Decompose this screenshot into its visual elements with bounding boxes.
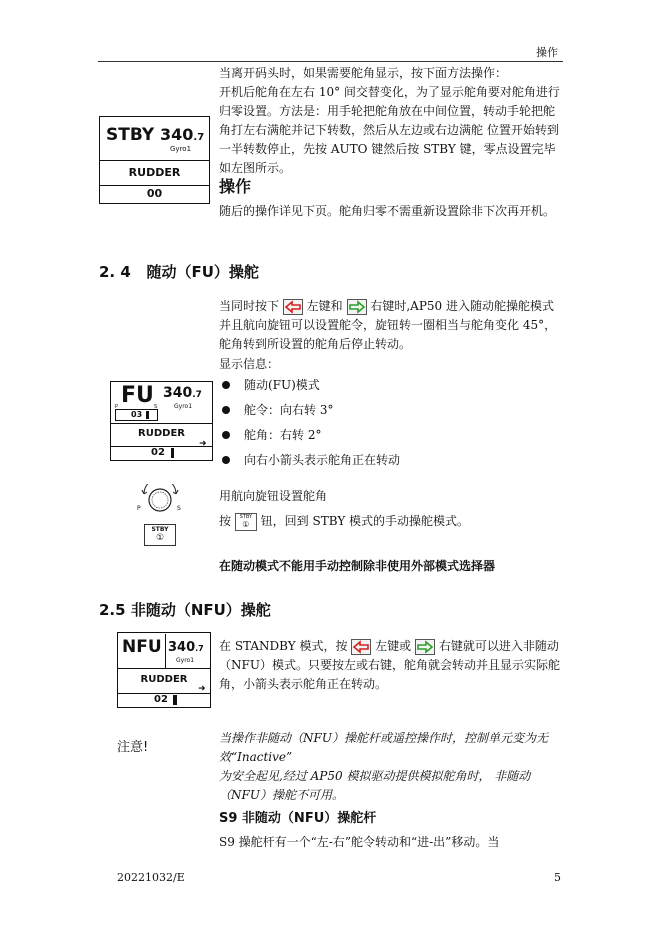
section-2-4-text-left: 左键和 — [306, 299, 343, 313]
section-2-4-title: 随动（FU）操舵 — [146, 263, 259, 281]
lcd-nfu-label: RUDDER — [140, 674, 188, 685]
intro-line-1: 当离开码头时，如果需要舵角显示，按下面方法操作： — [219, 66, 508, 80]
lcd-fu — [110, 381, 213, 461]
list-item: 舵角：右转 2° — [220, 423, 550, 448]
lcd-fu-order: 03 — [131, 410, 143, 419]
stby-key-symbol: ① — [155, 533, 165, 543]
operation-text: 随后的操作详见下页。舵角归零不需重新设置除非下次再开机。 — [219, 204, 556, 218]
lcd-fu-value: 02 — [151, 447, 165, 458]
lcd-fu-order-bar — [146, 411, 149, 419]
lcd-nfu-value: 02 — [154, 694, 168, 705]
section-2-5-text-pre: 在 STANDBY 模式，按 — [219, 639, 348, 653]
lcd-nfu-heading — [168, 640, 204, 655]
arrow-right-icon: ➜ — [198, 684, 206, 694]
course-knob-icon[interactable] — [136, 484, 184, 518]
operation-title: 操作 — [219, 177, 252, 196]
lcd-fu-heading — [163, 385, 202, 401]
section-2-5-heading — [99, 599, 271, 620]
right-arrow-key[interactable] — [415, 639, 435, 655]
lcd-stby-heading — [160, 125, 204, 144]
stby-inline-label: STBY — [239, 513, 253, 520]
lcd-fu-label: RUDDER — [138, 428, 185, 439]
note-line-1: 当操作非随动（NFU）操舵杆或遥控操作时，控制单元变为无效“Inactive” — [219, 731, 548, 764]
lcd-nfu-source: Gyro1 — [176, 657, 195, 664]
stby-text-pre: 按 — [219, 514, 232, 528]
lcd-nfu — [117, 632, 211, 708]
stby-text-post: 钮，回到 STBY 模式的手动操舵模式。 — [260, 514, 470, 528]
section-2-4-number: 2. 4 — [99, 263, 131, 281]
left-arrow-key[interactable] — [351, 639, 371, 655]
intro-paragraph: 开机后舵角在左右 10° 间交替变化，为了显示舵角要对舵角进行归零设置。方法是：用手轮把舵角放在中间位置，转动手轮把舵角打左右满舵并记下转数，然后从左边或右边满舵 位置开始转到一半转数停止，先按 AUTO 键然后按 STBY 键，零点设置完毕如左图所示。 — [219, 85, 560, 175]
section-2-4-text-pre: 当同时按下 — [219, 299, 280, 313]
stby-return-paragraph — [219, 512, 565, 531]
header-section: 操作 — [536, 46, 558, 59]
right-arrow-icon — [416, 640, 434, 654]
lcd-fu-mode: FU — [121, 383, 154, 408]
section-2-4-text-right: 右键时,AP50 进入随动舵操舵模式并且航向旋钮可以设置舵令，旋钮转一圈相当与舵角变化 45°，舵角转到所设置的舵角后停止转动。 — [219, 299, 557, 351]
lcd-stby-label: RUDDER — [128, 166, 181, 179]
left-arrow-icon — [284, 300, 302, 314]
s9-title: S9 非随动（NFU）操舵杆 — [219, 811, 377, 826]
lcd-stby — [99, 116, 210, 204]
stby-inline-key[interactable] — [235, 513, 257, 531]
section-2-5-title: 非随动（NFU）操舵 — [130, 601, 271, 619]
lcd-fu-p: P — [115, 404, 119, 410]
footer-doc-number: 20221032/E — [117, 871, 185, 884]
lcd-nfu-heading-dec: .7 — [195, 644, 204, 653]
lcd-fu-s: S — [154, 404, 158, 410]
lcd-nfu-vdivider — [165, 634, 166, 668]
lcd-nfu-mode: NFU — [122, 637, 162, 657]
lcd-stby-heading-int: 340 — [160, 125, 194, 144]
section-2-4-paragraph — [219, 297, 565, 354]
knob-text: 用航向旋钮设置舵角 — [219, 489, 328, 503]
right-arrow-key[interactable] — [347, 299, 367, 315]
lcd-stby-heading-dec: .7 — [193, 132, 205, 143]
stby-key-label: STBY — [151, 526, 169, 533]
lcd-stby-source: Gyro1 — [170, 145, 192, 153]
lcd-fu-value-bar — [171, 448, 174, 458]
footer-page-number: 5 — [554, 871, 561, 884]
knob-s-label: S — [177, 505, 181, 512]
lcd-stby-value: 00 — [146, 187, 163, 200]
stby-key-graphic[interactable] — [144, 524, 176, 546]
lcd-fu-heading-int: 340 — [163, 385, 193, 401]
display-info-label: 显示信息： — [219, 357, 280, 371]
note-line-2: 为安全起见,经过 AP50 模拟驱动提供模拟舵角时， 非随动（NFU）操舵不可用。 — [219, 769, 531, 802]
section-2-5-paragraph — [219, 637, 565, 694]
lcd-nfu-heading-int: 340 — [168, 640, 196, 655]
list-item: 舵令：向右转 3° — [220, 398, 550, 423]
section-2-5-text-post: 右键就可以进入非随动（NFU）模式。只要按左或右键，舵角就会转动并且显示实际舵角，小箭头表示舵角正在转动。 — [219, 639, 560, 691]
list-item: 随动(FU)模式 — [220, 373, 550, 398]
stby-inline-symbol: ① — [242, 519, 250, 529]
section-2-5-text-mid: 左键或 — [375, 639, 412, 653]
note-label: 注意! — [117, 740, 149, 755]
lcd-fu-source: Gyro1 — [174, 403, 193, 410]
list-item: 向右小箭头表示舵角正在转动 — [220, 448, 550, 473]
lcd-fu-heading-dec: .7 — [192, 390, 202, 400]
s9-text: S9 操舵杆有一个“左-右”舵令转动和“进-出”移动。当 — [219, 835, 500, 849]
arrow-right-icon: ➜ — [199, 439, 207, 449]
section-2-5-number: 2.5 — [99, 601, 126, 619]
display-info-list — [220, 373, 550, 473]
lcd-stby-mode: STBY — [106, 125, 155, 145]
header-rule — [98, 61, 563, 62]
section-2-4-heading — [99, 261, 259, 282]
knob-p-label: P — [137, 505, 141, 512]
right-arrow-icon — [348, 300, 366, 314]
lcd-fu-order-box — [115, 409, 158, 421]
left-arrow-icon — [352, 640, 370, 654]
lcd-nfu-value-bar — [173, 695, 177, 705]
left-arrow-key[interactable] — [283, 299, 303, 315]
fu-warning: 在随动模式不能用手动控制除非使用外部模式选择器 — [219, 559, 496, 573]
